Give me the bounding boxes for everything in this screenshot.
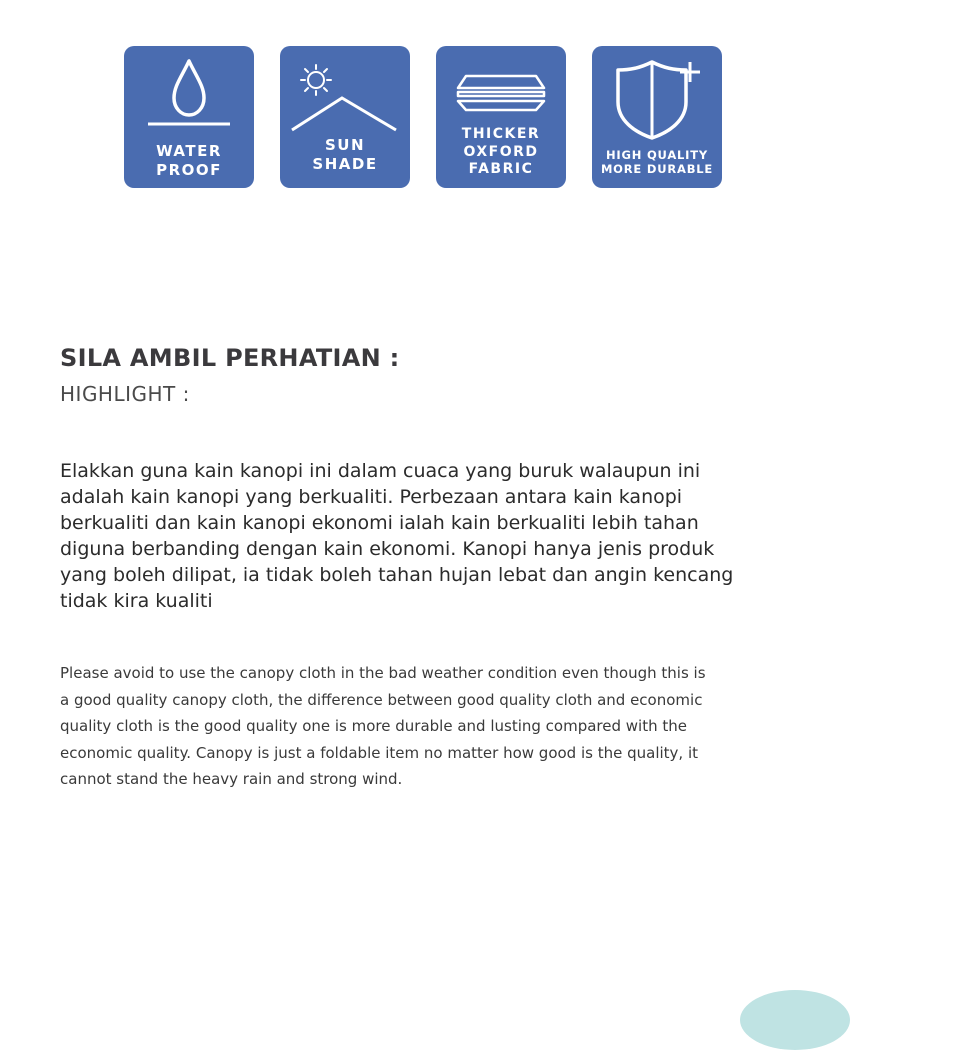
badge-label-line: SUN [324, 136, 366, 154]
paragraph-line: Please avoid to use the canopy cloth in the bad weather condition even though this is [60, 664, 706, 682]
paragraph-line: Elakkan guna kain kanopi ini dalam cuaca yang buruk walaupun ini [60, 460, 701, 482]
badge-label [280, 136, 410, 174]
badge-label-line: PROOF [156, 160, 222, 179]
paragraph-line: adalah kain kanopi yang berkualiti. Perbezaan antara kain kanopi [60, 486, 683, 508]
badge-label-line: FABRIC [468, 161, 534, 177]
badge-label [124, 142, 254, 180]
corner-decoration [740, 990, 850, 1050]
notice-subheading: HIGHLIGHT : [60, 382, 190, 406]
badge-label [436, 126, 566, 179]
paragraph-line: tidak kira kualiti [60, 590, 213, 612]
badge-oxford-fabric [436, 46, 566, 188]
feature-badges [124, 46, 722, 188]
badge-label-line: SHADE [312, 154, 378, 173]
badge-label-line: HIGH QUALITY [605, 148, 708, 162]
paragraph-line: cannot stand the heavy rain and strong wind. [60, 770, 403, 788]
badge-sun-shade [280, 46, 410, 188]
badge-label-line: MORE DURABLE [600, 162, 714, 177]
paragraph-line: berkualiti dan kain kanopi ekonomi ialah kain berkualiti lebih tahan [60, 512, 699, 534]
paragraph-line: economic quality. Canopy is just a foldable item no matter how good is the quality, it [60, 743, 698, 762]
badge-label-line: THICKER [461, 126, 541, 142]
english-paragraph [60, 660, 850, 793]
badge-high-quality [592, 46, 722, 188]
notice-heading: SILA AMBIL PERHATIAN : [60, 344, 400, 372]
paragraph-line: diguna berbanding dengan kain ekonomi. Kanopi hanya jenis produk [60, 538, 715, 560]
badge-label-line: OXFORD [463, 143, 539, 160]
paragraph-line: a good quality canopy cloth, the difference between good quality cloth and economic [60, 690, 703, 709]
paragraph-line: quality cloth is the good quality one is more durable and lusting compared with the [60, 717, 687, 735]
badge-waterproof [124, 46, 254, 188]
badge-label [592, 148, 722, 177]
badge-label-line: WATER [156, 142, 222, 160]
paragraph-line: yang boleh dilipat, ia tidak boleh tahan hujan lebat dan angin kencang [60, 564, 734, 586]
malay-paragraph [60, 458, 850, 614]
